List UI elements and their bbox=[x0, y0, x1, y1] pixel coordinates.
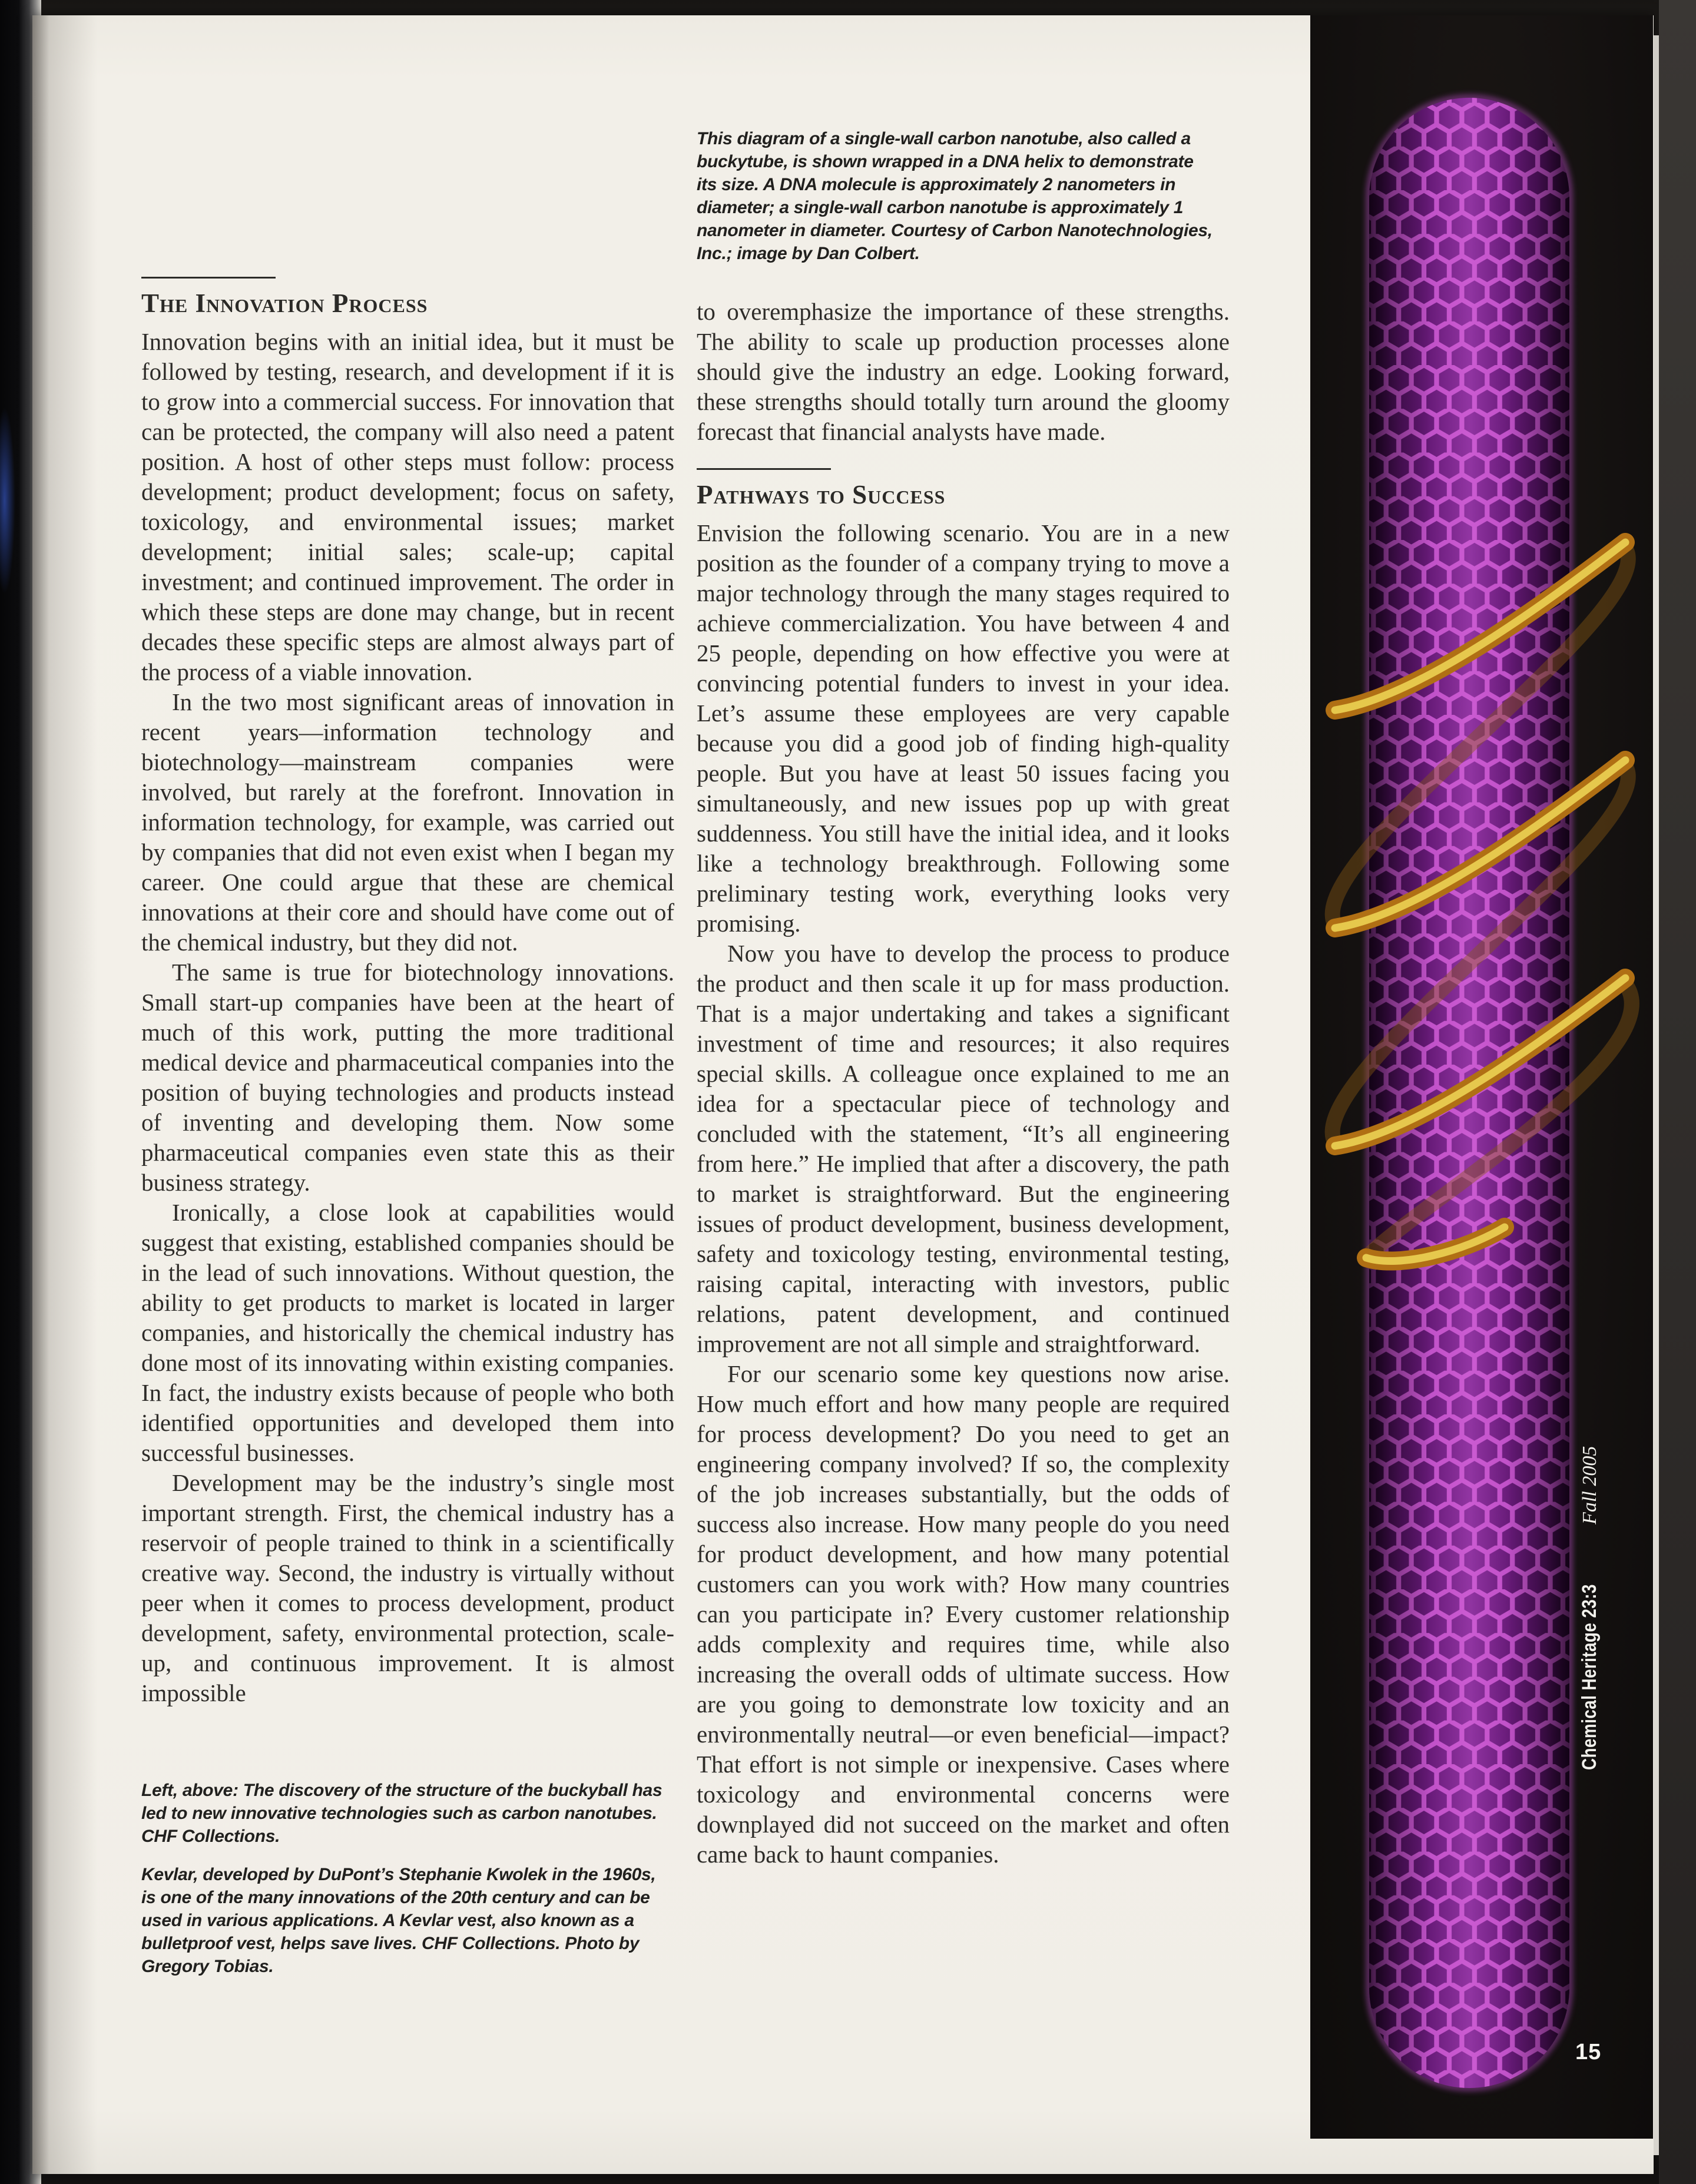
magazine-spine-text bbox=[1578, 1446, 1601, 1770]
binding-glint bbox=[0, 406, 15, 595]
body-paragraph: For our scenario some key questions now arise. How much effort and how many people are required for process development? Do you need to get an engineering company involved? If so, the complexity of the job increases substantially, but the odds of success also increase. How many people do you need for product development, and how many potential customers can you work with? How many countries can you participate in? Every customer relationship adds complexity and requires time, while also increasing the overall odds of ultimate success. How are you going to demonstrate low toxicity and an environmentally neutral—or even beneficial—impact? That effort is not simple or inexpensive. Cases where toxicology and environmental concerns were downplayed did not succeed on the market and often came back to haunt companies. bbox=[697, 1360, 1230, 1868]
page-number: 15 bbox=[1575, 2040, 1602, 2064]
body-paragraph: Envision the following scenario. You are in a new position as the founder of a company trying to move a major technology through the many stages required to achieve commercialization. You have between 4 and 25 people, depending on how effective you were at convincing potential funders to invest in your idea. Let’s assume these employees are very capable because you did a good job of finding high-quality people. But you have at least 50 issues facing you simultaneously, and new issues pop up with great suddenness. You still have the initial idea, and it looks like a technology breakthrough. Following some preliminary testing work, everything looks very promising. bbox=[697, 519, 1230, 937]
heading-rule bbox=[697, 468, 831, 470]
photo-caption: Left, above: The discovery of the structure of the buckyball has led to new innovative technologies such as carbon nanotubes. CHF Collections. bbox=[141, 1781, 662, 1846]
page-edge-highlight bbox=[1654, 35, 1659, 2155]
body-paragraph: In the two most significant areas of innovation in recent years—information technology and biotechnology—mainstream companies were involved, but rarely at the forefront. Innovation in information technology, for example, was carried out by companies that did not even exist when I began my career. One could argue that these are chemical innovations at their core and should have come out of the chemical industry, but they did not. bbox=[141, 688, 674, 956]
right-column-continuation bbox=[697, 297, 1230, 447]
right-column-body bbox=[697, 518, 1230, 1870]
section-heading-pathways-to-success: Pathways to Success bbox=[697, 480, 946, 509]
binding-shadow bbox=[32, 15, 109, 2174]
body-paragraph: The same is true for biotechnology innovations. Small start-up companies have been at the heart of much of this work, putting the more traditional medical device and pharmaceutical companies into the position of buying technologies and products instead of inventing and developing them. Now some pharmaceutical companies even state this as their business strategy. bbox=[141, 959, 674, 1196]
body-paragraph: Development may be the industry’s single most important strength. First, the chemical industry has a reservoir of people trained to think in a scientifically creative way. Second, the industry is virtually without peer when it comes to process development, product development, safety, environmental protection, scale-up, and continuous improvement. It is almost impossible bbox=[141, 1469, 674, 1706]
photo-caption: Kevlar, developed by DuPont’s Stephanie Kwolek in the 1960s, is one of the many innovations of the 20th century and can be used in various applications. A Kevlar vest, also known as a bulletproof vest, helps save lives. CHF Collections. Photo by Gregory Tobias. bbox=[141, 1865, 656, 1976]
right-column bbox=[697, 127, 1230, 1870]
body-paragraph: Ironically, a close look at capabilities would suggest that existing, established companies should be in the lead of such innovations. Without question, the ability to get products to market is located in larger companies, and historically the chemical industry has done most of its innovating within existing companies. In fact, the industry exists because of people who both identified opportunities and developed them into successful businesses. bbox=[141, 1199, 674, 1466]
right-heading-block bbox=[697, 468, 1230, 510]
body-paragraph: to overemphasize the importance of these strengths. The ability to scale up production processes alone should give the industry an edge. Looking forward, these strengths should totally turn around the gloomy forecast that financial analysts have made. bbox=[697, 298, 1230, 445]
nanotube-image-caption bbox=[697, 127, 1215, 265]
nanotube-artwork-panel bbox=[1310, 15, 1653, 2139]
left-column bbox=[141, 277, 674, 1978]
spine-title: Chemical Heritage 23:3 bbox=[1578, 1584, 1601, 1770]
nanotube-caption-text: This diagram of a single-wall carbon nanotube, also called a buckytube, is shown wrapped in a DNA helix to demonstrate its size. A DNA molecule is approximately 2 nanometers in diameter; a single-wall carbon nanotube is approximately 1 nanometer in diameter. Courtesy of Carbon Nanotechnologies, Inc.; image by Dan Colbert. bbox=[697, 129, 1213, 263]
heading-rule bbox=[141, 277, 276, 279]
spine-issue-date: Fall 2005 bbox=[1579, 1446, 1601, 1525]
underlying-pages-edge bbox=[1659, 0, 1696, 2184]
magazine-page bbox=[32, 15, 1654, 2174]
left-column-body bbox=[141, 327, 674, 1708]
section-heading-innovation-process: The Innovation Process bbox=[141, 289, 428, 318]
body-paragraph: Innovation begins with an initial idea, but it must be followed by testing, research, and development if it is to grow into a commercial success. For innovation that can be protected, the company will also need a patent position. A host of other steps must follow: process development; product development; focus on safety, toxicology, and environmental issues; market development; initial sales; scale-up; capital investment; and continued improvement. The order in which these steps are done may change, but in recent decades these specific steps are almost always part of the process of a viable innovation. bbox=[141, 328, 674, 685]
body-paragraph: Now you have to develop the process to produce the product and then scale it up for mass production. That is a major undertaking and takes a significant investment of time and resources; it also requires special skills. A colleague once explained to me an idea for a spectacular piece of technology and concluded with the statement, “It’s all engineering from here.” He implied that after a discovery, the path to market is straightforward. But the engineering issues of product development, business development, safety and toxicology testing, environmental testing, raising capital, interacting with investors, public relations, patent development, and continued improvement are not all simple and straightforward. bbox=[697, 940, 1230, 1357]
photo-captions bbox=[141, 1779, 665, 1978]
nanotube-dna-illustration bbox=[1310, 15, 1653, 2139]
left-heading-block bbox=[141, 277, 674, 319]
